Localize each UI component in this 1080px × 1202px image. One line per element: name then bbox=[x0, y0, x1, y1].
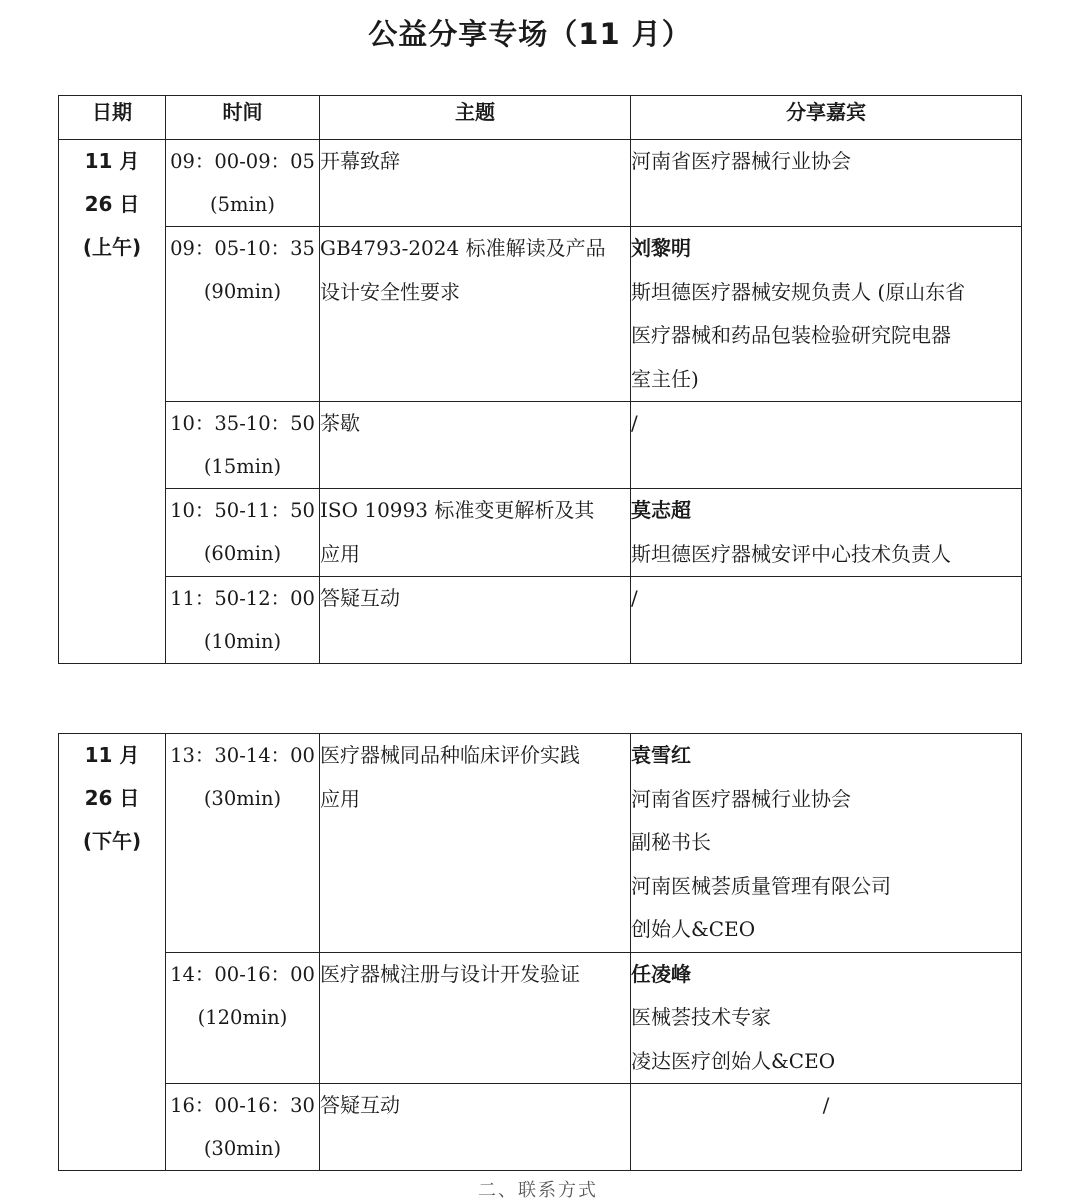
time-cell bbox=[166, 577, 320, 664]
time-range: 11：50-12：00 bbox=[170, 587, 315, 610]
speaker-line: / bbox=[631, 586, 638, 610]
table-row bbox=[59, 734, 1022, 953]
topic-line: 开幕致辞 bbox=[320, 149, 400, 173]
speaker-line: 河南省医疗器械行业协会 bbox=[631, 149, 851, 173]
topic-cell bbox=[320, 489, 631, 577]
speaker-name: 袁雪红 bbox=[631, 743, 691, 767]
table-header-row bbox=[59, 96, 1022, 140]
time-duration: (5min) bbox=[210, 193, 275, 216]
speaker-line: 河南医械荟质量管理有限公司 bbox=[631, 873, 891, 898]
speaker-name: 刘黎明 bbox=[631, 236, 691, 260]
time-range: 16：00-16：30 bbox=[170, 1094, 315, 1117]
topic-line: ISO 10993 标准变更解析及其 bbox=[320, 498, 595, 522]
date-cell-morning bbox=[59, 140, 166, 664]
time-cell bbox=[166, 952, 320, 1084]
date-day: 26 日 bbox=[84, 192, 140, 216]
time-range: 10：50-11：50 bbox=[170, 499, 315, 522]
speaker-line: 斯坦德医疗器械安规负责人 (原山东省 bbox=[631, 279, 966, 304]
morning-schedule-table bbox=[58, 95, 1022, 664]
time-duration: (15min) bbox=[203, 455, 282, 478]
speaker-cell bbox=[631, 402, 1022, 489]
speaker-line: 创始人&CEO bbox=[631, 917, 756, 941]
speaker-name: 任凌峰 bbox=[631, 961, 691, 986]
topic-cell bbox=[320, 402, 631, 489]
topic-cell bbox=[320, 140, 631, 227]
page-title: 公益分享专场（11 月） bbox=[368, 17, 692, 51]
time-range: 09：05-10：35 bbox=[170, 237, 315, 260]
time-duration: (90min) bbox=[203, 280, 282, 303]
topic-line: 应用 bbox=[320, 541, 360, 566]
topic-cell bbox=[320, 1084, 631, 1171]
speaker-cell bbox=[631, 140, 1022, 227]
table-row bbox=[59, 952, 1022, 1084]
header-time: 时间 bbox=[166, 96, 320, 140]
topic-cell bbox=[320, 952, 631, 1084]
topic-line: 设计安全性要求 bbox=[320, 279, 460, 304]
speaker-cell bbox=[631, 577, 1022, 664]
topic-line: 答疑互动 bbox=[320, 586, 400, 610]
time-range: 09：00-09：05 bbox=[170, 150, 315, 173]
speaker-line: 医疗器械和药品包装检验研究院电器 bbox=[631, 323, 951, 347]
speaker-cell bbox=[631, 1084, 1022, 1171]
table-row bbox=[59, 577, 1022, 664]
table-row bbox=[59, 1084, 1022, 1171]
header-speaker: 分享嘉宾 bbox=[631, 96, 1022, 140]
topic-line: 医疗器械注册与设计开发验证 bbox=[320, 961, 580, 986]
time-cell bbox=[166, 227, 320, 402]
time-duration: (10min) bbox=[203, 630, 282, 653]
speaker-line: 医械荟技术专家 bbox=[631, 1005, 771, 1029]
speaker-line: 副秘书长 bbox=[631, 830, 711, 854]
time-cell bbox=[166, 140, 320, 227]
time-duration: (120min) bbox=[197, 1005, 288, 1029]
topic-line: GB4793-2024 标准解读及产品 bbox=[320, 236, 606, 260]
table-row bbox=[59, 140, 1022, 227]
speaker-cell bbox=[631, 734, 1022, 953]
date-period: (下午) bbox=[82, 829, 142, 853]
time-duration: (60min) bbox=[203, 542, 282, 565]
time-cell bbox=[166, 734, 320, 953]
speaker-line: 凌达医疗创始人&CEO bbox=[631, 1048, 836, 1073]
speaker-cell bbox=[631, 227, 1022, 402]
speaker-cell bbox=[631, 952, 1022, 1084]
time-range: 14：00-16：00 bbox=[170, 962, 315, 986]
speaker-line: 河南省医疗器械行业协会 bbox=[631, 786, 851, 811]
date-day: 26 日 bbox=[84, 786, 140, 810]
time-cell bbox=[166, 402, 320, 489]
speaker-line: 斯坦德医疗器械安评中心技术负责人 bbox=[631, 541, 951, 566]
topic-cell bbox=[320, 577, 631, 664]
time-duration: (30min) bbox=[203, 787, 282, 810]
header-topic: 主题 bbox=[320, 96, 631, 140]
date-cell-afternoon bbox=[59, 734, 166, 1171]
time-cell bbox=[166, 489, 320, 577]
time-range: 13：30-14：00 bbox=[170, 744, 315, 767]
time-cell bbox=[166, 1084, 320, 1171]
header-date: 日期 bbox=[59, 96, 166, 140]
table-row bbox=[59, 489, 1022, 577]
next-section-heading-cut: 二、联系方式 bbox=[478, 1180, 598, 1201]
afternoon-schedule-table bbox=[58, 733, 1022, 1171]
topic-cell bbox=[320, 734, 631, 953]
speaker-line: / bbox=[631, 411, 638, 435]
table-row bbox=[59, 402, 1022, 489]
time-duration: (30min) bbox=[203, 1137, 282, 1160]
topic-line: 茶歇 bbox=[320, 411, 360, 435]
table-row bbox=[59, 227, 1022, 402]
speaker-cell bbox=[631, 489, 1022, 577]
speaker-line: 室主任) bbox=[631, 366, 699, 391]
topic-line: 医疗器械同品种临床评价实践 bbox=[320, 743, 580, 767]
speaker-name: 莫志超 bbox=[631, 498, 691, 522]
date-month: 11 月 bbox=[84, 149, 140, 173]
topic-cell bbox=[320, 227, 631, 402]
date-month: 11 月 bbox=[84, 743, 140, 767]
time-range: 10：35-10：50 bbox=[170, 412, 315, 435]
speaker-line: / bbox=[822, 1093, 830, 1117]
topic-line: 答疑互动 bbox=[320, 1093, 400, 1117]
date-period: (上午) bbox=[82, 235, 142, 259]
topic-line: 应用 bbox=[320, 786, 360, 811]
